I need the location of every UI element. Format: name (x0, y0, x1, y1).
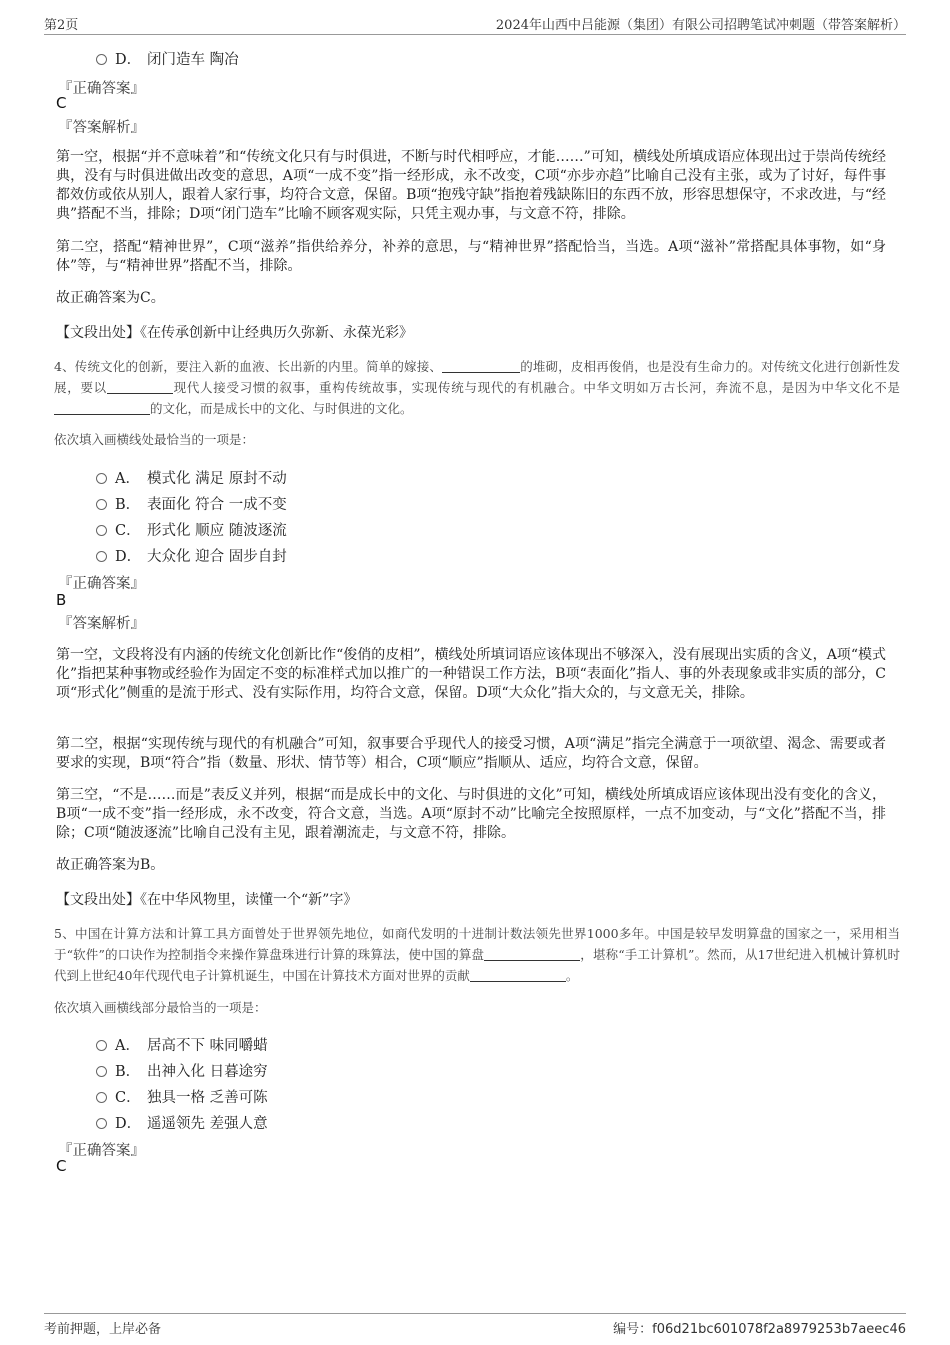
q5-question-text: 5、中国在计算方法和计算工具方面曾处于世界领先地位，如商代发明的十进制计数法领先世界1000多年。中国是较早发明算盘的国家之一，采用相当于“软件”的口诀作为控制指令来操作算盘珠进行计算的珠算法，使中国的算盘 ，堪称“手工计算机”。然而，从17世纪进入机械计算机时代到上世纪40年代现代电子计算机诞生，中国在计算技术方面对世界的贡献 。 (54, 926, 900, 983)
q4-conclusion: 故正确答案为B。 (56, 857, 165, 873)
q3-answer-label: 『正确答案』 (58, 81, 145, 97)
radio-icon[interactable] (96, 54, 107, 65)
blank-2 (107, 380, 173, 394)
q3-option-d[interactable]: D． 闭门造车 陶冶 (96, 48, 239, 69)
q5-option-b[interactable]: B． 出神入化 日暮途穷 (96, 1060, 268, 1081)
blank-2 (470, 968, 566, 982)
q5-option-d[interactable]: D． 遥遥领先 差强人意 (96, 1112, 268, 1133)
q4-option-b[interactable]: B． 表面化 符合 一成不变 (96, 493, 287, 514)
q3-analysis-p1: 第一空，根据“并不意味着”和“传统文化只有与时俱进，不断与时代相呼应，才能……”可知，横线处所填成语应体现出过于崇尚传统经典，没有与时俱进做出改变的意思，A项“一成不变”指一经形成，永不改变，C项“亦步亦趋”比喻自己没有主张，或为了讨好，每件事都效仿或依从别人，跟着人家行事，均符合文意，保留。B项“抱残守缺”指抱着残缺陈旧的东西不放，形容思想保守，不求改进，与“经典”搭配不当，排除；D项“闭门造车”比喻不顾客观实际，只凭主观办事，与文意不符，排除。 (56, 149, 886, 222)
radio-icon[interactable] (96, 499, 107, 510)
q4-source: 【文段出处】《在中华风物里，读懂一个“新”字》 (56, 892, 358, 908)
q4-option-d[interactable]: D． 大众化 迎合 固步自封 (96, 545, 287, 566)
q4-analysis-label: 『答案解析』 (58, 616, 145, 632)
q3-conclusion: 故正确答案为C。 (56, 290, 165, 306)
page-number: 第2页 (44, 18, 79, 33)
q5-answer: C (56, 1157, 67, 1175)
q3-answer: C (56, 94, 67, 112)
blank-1 (442, 359, 520, 373)
q4-answer-label: 『正确答案』 (58, 576, 145, 592)
q5-option-a[interactable]: A． 居高不下 味同嚼蜡 (96, 1034, 268, 1055)
q4-prompt: 依次填入画横线处最恰当的一项是： (54, 432, 255, 447)
radio-icon[interactable] (96, 1066, 107, 1077)
q5-option-c[interactable]: C． 独具一格 乏善可陈 (96, 1086, 268, 1107)
q4-option-a[interactable]: A． 模式化 满足 原封不动 (96, 467, 287, 488)
q3-source: 【文段出处】《在传承创新中让经典历久弥新、永葆光彩》 (56, 325, 413, 341)
blank-3 (54, 401, 150, 415)
page-header (44, 12, 906, 35)
q3-analysis-p2: 第二空，搭配“精神世界”，C项“滋养”指供给养分，补养的意思，与“精神世界”搭配恰当，当选。A项“滋补”常搭配具体事物，如“身体”等，与“精神世界”搭配不当，排除。 (56, 239, 886, 274)
radio-icon[interactable] (96, 473, 107, 484)
radio-icon[interactable] (96, 525, 107, 536)
q5-answer-label: 『正确答案』 (58, 1143, 145, 1159)
q4-analysis-p2: 第二空，根据“实现传统与现代的有机融合”可知，叙事要合乎现代人的接受习惯，A项“满足”指完全满意于一项欲望、渴念、需要或者要求的实现，B项“符合”指（数量、形状、情节等）相合，C项“顺应”指顺从、适应，均符合文意，保留。 (56, 736, 886, 771)
q4-answer: B (56, 591, 67, 609)
q3-analysis-label: 『答案解析』 (58, 120, 145, 136)
document-title: 2024年山西中吕能源（集团）有限公司招聘笔试冲刺题（带答案解析） (495, 18, 906, 33)
radio-icon[interactable] (96, 1092, 107, 1103)
q5-prompt: 依次填入画横线部分最恰当的一项是： (54, 1000, 267, 1015)
q4-analysis-p1: 第一空，文段将没有内涵的传统文化创新比作“俊俏的皮相”，横线处所填词语应该体现出不够深入，没有展现出实质的含义，A项“模式化”指把某种事物或经验作为固定不变的标准样式加以推广的一种错误工作方法，B项“表面化”指人、事的外表现象或非实质的部分，C项“形式化”侧重的是流于形式、没有实际作用，均符合文意，保留。D项“大众化”指大众的，与文意无关，排除。 (56, 647, 886, 701)
radio-icon[interactable] (96, 1118, 107, 1129)
page-footer (44, 1313, 906, 1336)
q4-analysis-p3: 第三空，“不是……而是”表反义并列，根据“而是成长中的文化、与时俱进的文化”可知，横线处所填成语应该体现出没有变化的含义，B项“一成不变”指一经形成，永不改变，符合文意，当选。A项“原封不动”比喻完全按照原样，一点不加变动，与“文化”搭配不当，排除；C项“随波逐流”比喻自己没有主见，跟着潮流走，与文意不符，排除。 (56, 787, 886, 841)
q4-question-text: 4、传统文化的创新，要注入新的血液、长出新的内里。简单的嫁接、 的堆砌，皮相再俊俏，也是没有生命力的。对传统文化进行创新性发展，要以 现代人接受习惯的叙事，重构传统故事，实现传统与现代的有机融合。中华文明如万古长河，奔流不息，是因为中华文化不是的文化，而是成长中的文化、与时俱进的文化。 (54, 359, 900, 416)
blank-1 (484, 947, 580, 961)
radio-icon[interactable] (96, 1040, 107, 1051)
document-id: 编号：f06d21bc601078f2a8979253b7aeec46 (613, 1322, 906, 1337)
radio-icon[interactable] (96, 551, 107, 562)
q4-option-c[interactable]: C． 形式化 顺应 随波逐流 (96, 519, 287, 540)
footer-slogan: 考前押题，上岸必备 (44, 1322, 162, 1337)
